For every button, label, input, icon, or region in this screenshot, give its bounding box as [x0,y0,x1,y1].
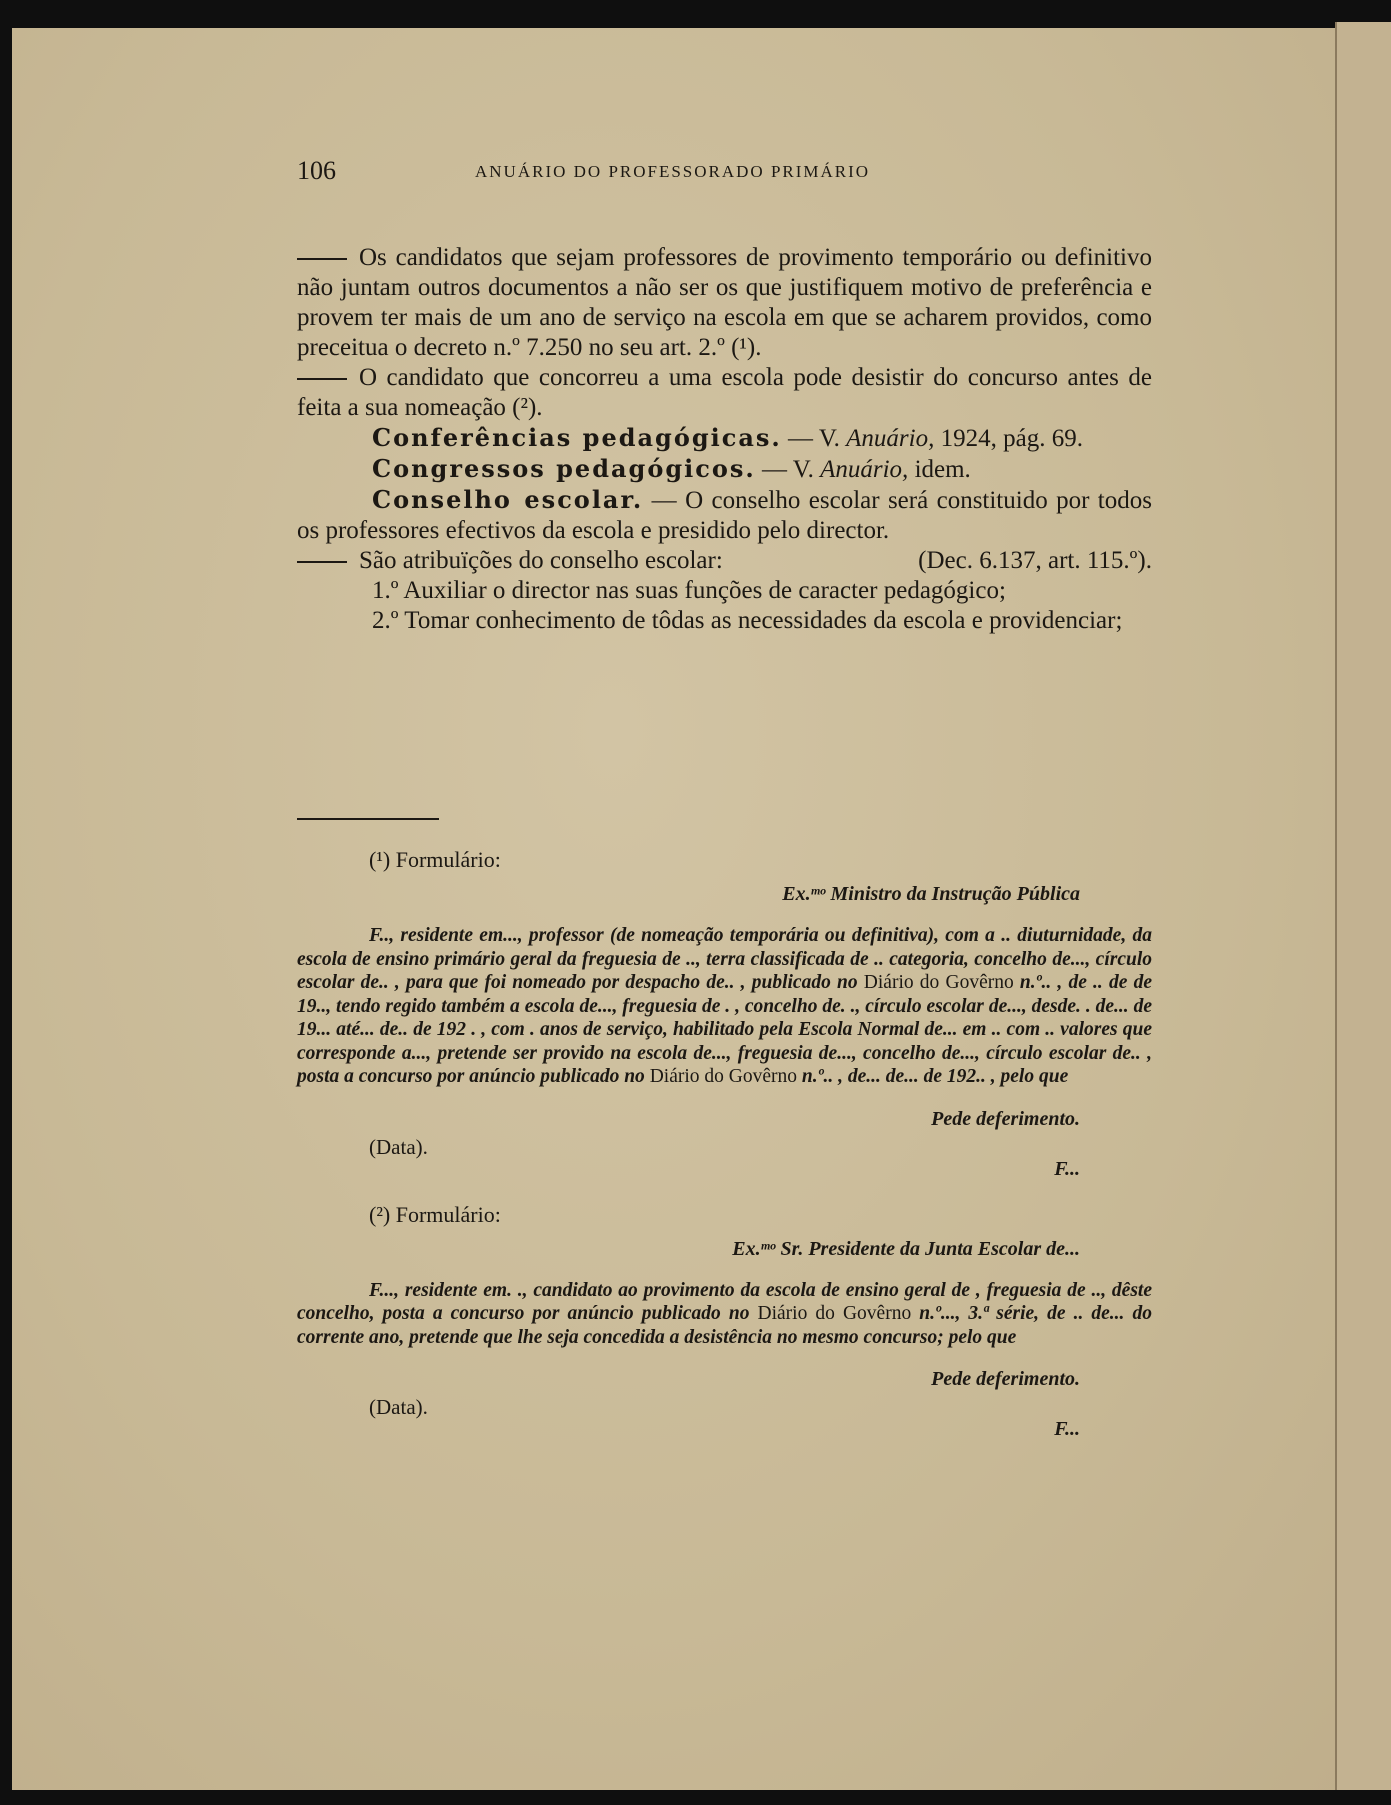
footnote-1 [297,848,1152,1179]
paragraph: Os candidatos que sejam professores de provimento temporário ou definitivo não juntam outros documentos a não ser os que justifiquem motivo de preferência e provem ter mais de um ano de serviço na escola em que se acharem providos, como preceitua o decreto n.º 7.250 no seu art. 2.º (¹). [297,244,1152,361]
date-placeholder: (Data). [369,1134,428,1159]
list-item: 2.º Tomar conhecimento de tôdas as necessidades da escola e providenciar; [372,607,1123,634]
entry-heading: Conferências pedagógicas. [372,423,782,452]
footnote-2 [297,1203,1152,1440]
page-number: 106 [297,156,336,185]
footnote-rule [297,818,439,820]
page-header [297,156,1157,192]
main-text [297,243,1152,636]
entry-conferencias: Conferências pedagógicas. — V. Anuário, 1924, pág. 69. [372,423,1083,452]
form-closing [297,1107,1152,1179]
entry-heading: Conselho escolar. [372,485,644,514]
legal-reference: (Dec. 6.137, art. 115.º). [918,547,1152,574]
form-text: F.., residente em..., professor (de nomeação temporária ou definitiva), com a .. diuturnidade, da escola de ensino primário geral da freguesia de .., terra classificada de .. categoria, concelho de..., círculo escolar de.. , para que foi nomeado por despacho de.. , publicado no Diário do Govêrno n.º.. , de .. de de 19.., tendo regido também a escola de..., freguesia de . , concelho de. ., círculo escolar de..., desde. . de... de 19... até... de.. de 192 . , com . anos de serviço, habilitado pela Escola Normal de... em .. com .. valores que corresponde a..., pretende ser provido na escola de..., freguesia de..., concelho de..., círculo escolar de.. , posta a concurso por anúncio publicado no Diário do Govêrno n.º.. , de... de... de 192.. , pelo que [297,925,1152,1087]
date-placeholder: (Data). [369,1395,428,1419]
addressee: Ex.ᵐᵒ Sr. Presidente da Junta Escolar de... [732,1237,1080,1260]
addressee: Ex.ᵐᵒ Ministro da Instrução Pública [782,883,1080,905]
entry-conselho: Conselho escolar. — O conselho escolar será constituido por todos os professores efectivos da escola e presidido pelo director. (Dec. 6.137, art. 115.º). [297,485,1152,574]
em-rule [297,561,347,563]
entry-congressos: Congressos pedagógicos. — V. Anuário, idem. [372,454,971,483]
entry-heading: Congressos pedagógicos. [372,454,756,483]
em-rule [297,258,347,260]
signature-placeholder: F... [1054,1157,1080,1180]
form-closing [297,1367,1152,1439]
footnote-label: (¹) Formulário: [369,847,501,872]
running-title: ANUÁRIO DO PROFESSORADO PRIMÁRIO [475,162,871,181]
closing-formula: Pede deferimento. [931,1107,1080,1130]
closing-formula: Pede deferimento. [931,1368,1080,1390]
footnotes [297,848,1152,1439]
em-rule [297,378,347,380]
adjacent-page-edge [1335,22,1391,1790]
form-text: F..., residente em. ., candidato ao provimento da escola de ensino geral de , freguesia de .., dêste concelho, posta a concurso por anúncio publicado no Diário do Govêrno n.º..., 3.ª série, de .. de... do corrente ano, pretende que lhe seja concedida a desistência no mesmo concurso; pelo que [297,1279,1152,1348]
list-item: 1.º Auxiliar o director nas suas funções de caracter pedagógico; [372,577,1006,604]
signature-placeholder: F... [1054,1418,1080,1440]
paragraph: São atribuïções do conselho escolar: [297,546,1152,576]
footnote-label: (²) Formulário: [369,1201,501,1227]
paragraph: O candidato que concorreu a uma escola pode desistir do concurso antes de feita a sua nomeação (²). [297,364,1152,421]
